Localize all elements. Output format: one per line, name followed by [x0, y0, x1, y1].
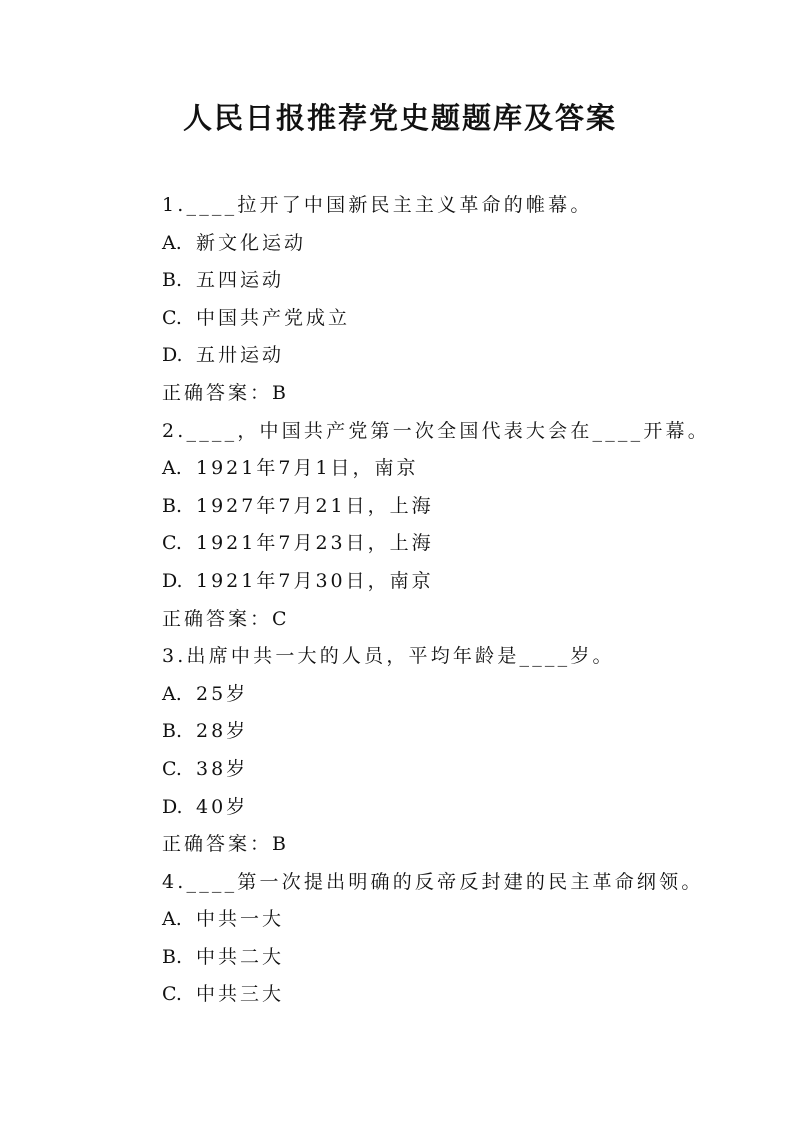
- option-key: A.: [162, 457, 182, 480]
- option-line: [162, 680, 762, 718]
- option-line: [162, 943, 762, 981]
- option-line: [162, 454, 762, 492]
- option-key: A.: [162, 908, 182, 931]
- option-text: 1921年7月1日，南京: [196, 457, 419, 480]
- option-line: [162, 905, 762, 943]
- question-stem: 2.____，中国共产党第一次全国代表大会在____开幕。: [162, 419, 710, 442]
- option-text: 中国共产党成立: [196, 306, 351, 329]
- option-text: 新文化运动: [196, 231, 307, 254]
- option-line: [162, 793, 762, 831]
- question-list: [162, 191, 762, 1018]
- option-key: D.: [162, 795, 183, 818]
- option-text: 五四运动: [196, 269, 285, 292]
- answer-label: 正确答案：: [162, 607, 273, 630]
- option-key: A.: [162, 231, 182, 254]
- option-key: B.: [162, 945, 183, 968]
- option-key: B.: [162, 720, 183, 743]
- option-text: 28岁: [196, 720, 249, 743]
- answer-label: 正确答案：: [162, 381, 273, 404]
- option-text: 中共一大: [196, 908, 285, 931]
- option-line: [162, 755, 762, 793]
- option-key: A.: [162, 682, 182, 705]
- option-text: 25岁: [196, 682, 249, 705]
- question-stem: 3.出席中共一大的人员，平均年龄是____岁。: [162, 645, 615, 668]
- question-stem: 1.____拉开了中国新民主主义革命的帷幕。: [162, 194, 593, 216]
- option-text: 五卅运动: [196, 344, 285, 367]
- answer-line: [162, 379, 762, 417]
- option-text: 中共三大: [196, 983, 285, 1006]
- option-key: B.: [162, 494, 183, 517]
- answer-line: [162, 830, 762, 868]
- answer-value: B: [272, 381, 286, 404]
- option-key: C.: [162, 532, 182, 555]
- option-key: C.: [162, 757, 182, 780]
- answer-value: C: [272, 607, 287, 630]
- option-line: [162, 304, 762, 342]
- option-key: C.: [162, 983, 182, 1006]
- option-line: [162, 341, 762, 379]
- option-line: [162, 529, 762, 567]
- option-text: 38岁: [196, 757, 249, 780]
- option-line: [162, 266, 762, 304]
- option-line: [162, 567, 762, 605]
- answer-label: 正确答案：: [162, 833, 273, 856]
- option-text: 1927年7月21日，上海: [196, 494, 434, 517]
- option-key: D.: [162, 569, 183, 592]
- answer-value: B: [272, 833, 286, 856]
- option-line: [162, 980, 762, 1018]
- option-text: 1921年7月23日，上海: [196, 532, 434, 555]
- option-line: [162, 717, 762, 755]
- option-text: 中共二大: [196, 945, 285, 968]
- option-line: [162, 492, 762, 530]
- option-key: D.: [162, 344, 183, 367]
- option-key: C.: [162, 306, 182, 329]
- question-stem: 4.____第一次提出明确的反帝反封建的民主革命纲领。: [162, 870, 704, 893]
- answer-line: [162, 605, 762, 643]
- option-text: 40岁: [196, 795, 249, 818]
- option-text: 1921年7月30日，南京: [196, 569, 434, 592]
- document-title: 人民日报推荐党史题题库及答案: [182, 101, 617, 135]
- option-key: B.: [162, 269, 183, 292]
- option-line: [162, 229, 762, 267]
